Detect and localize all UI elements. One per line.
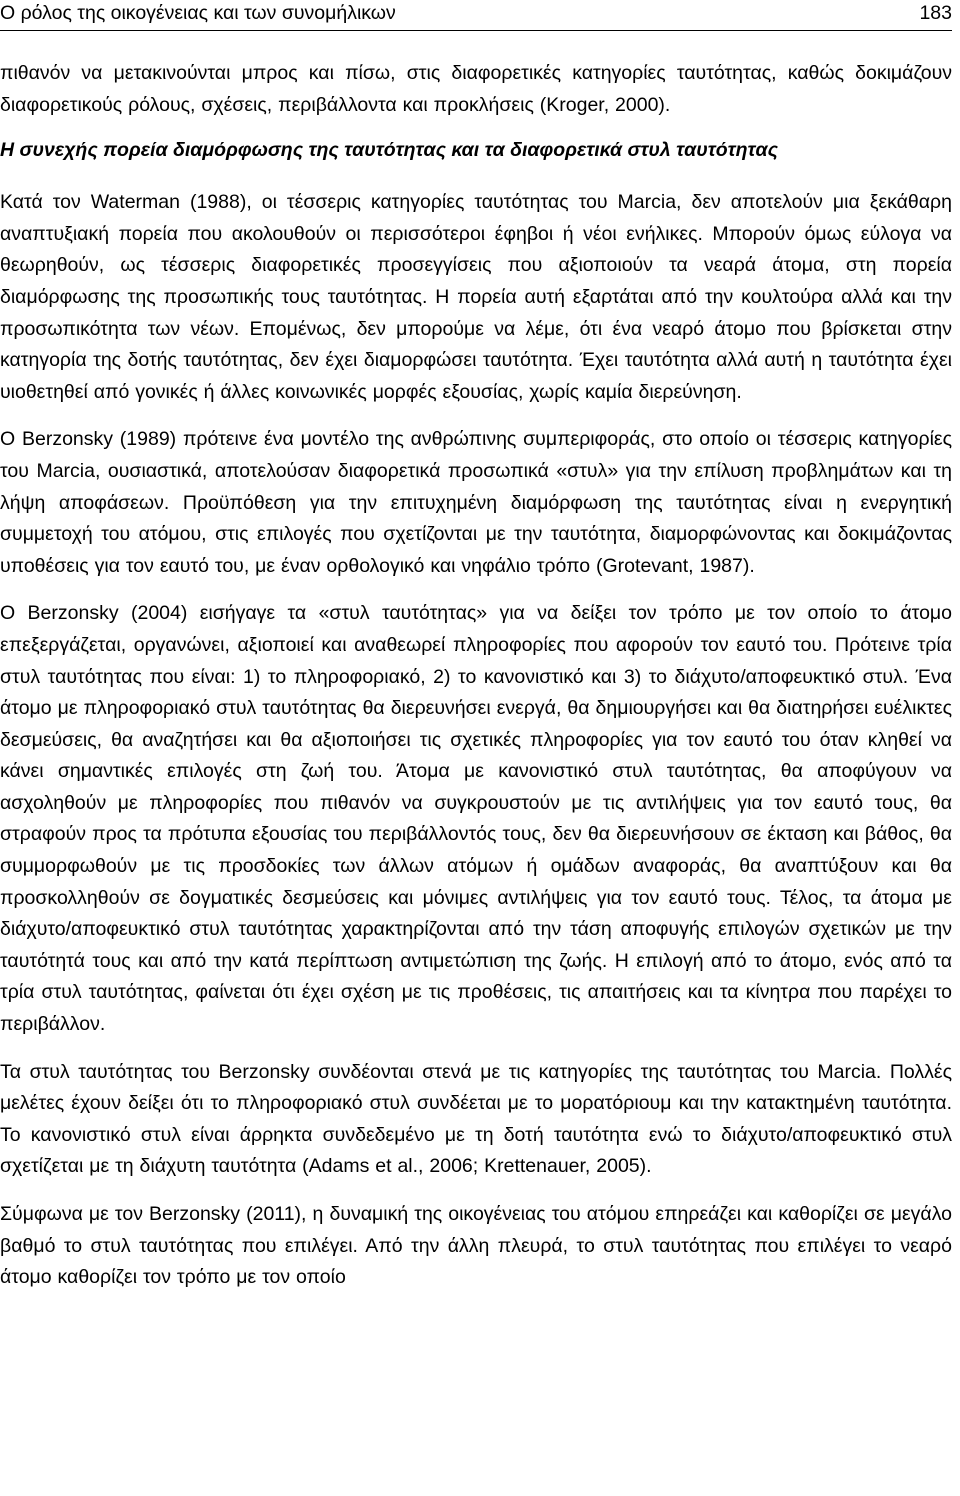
- paragraph-berzonsky-2004: Ο Berzonsky (2004) εισήγαγε τα «στυλ ταυτότητας» για να δείξει τον τρόπο με τον οποίο το άτομο επεξεργάζεται, οργανώνει, αξιοποιεί και αναθεωρεί πληροφορίες που αφορούν τον εαυτό του. Πρότεινε τρία στυλ ταυτότητας που είναι: 1) το πληροφοριακό, 2) το κανονιστικό και 3) το διάχυτο/αποφευκτικό στυλ. Ένα άτομο με πληροφοριακό στυλ ταυτότητας θα διερευνήσει ενεργά, θα δημιουργήσει και θα διατηρήσει ευέλικτες δεσμεύσεις, θα αναζητήσει και θα αξιοποιήσει τις σχετικές πληροφορίες για τον εαυτό του όταν κληθεί να κάνει σημαντικές επιλογές στη ζωή του. Άτομα με κανονιστικό στυλ ταυτότητας, θα αποφύγουν να ασχοληθούν με πληροφορίες που πιθανόν να συγκρουστούν με τις αντιλήψεις για τον εαυτό τους, θα στραφούν προς τα πρότυπα εξουσίας του περιβάλλοντός τους, δεν θα διερευνήσουν σε έκταση και βάθος, θα συμμορφωθούν με τις προσδοκίες των άλλων ατόμων ή ομάδων αναφοράς, θα αναπτύξουν και θα προσκολληθούν σε δογματικές δεσμεύσεις και μόνιμες αντιλήψεις για τον εαυτό τους. Τέλος, τα άτομα με διάχυτο/αποφευκτικό στυλ ταυτότητας χαρακτηρίζονται από την τάση αποφυγής επιλογών σχετικών με την ταυτότητά τους και από την κατά περίπτωση αντιμετώπιση της ζωής. Η επιλογή από το άτομο, ενός από τα τρία στυλ ταυτότητας, φαίνεται ότι έχει σχέση με τις προθέσεις, τις απαιτήσεις και τα κίνητρα που παρέχει το περιβάλλον.: [0, 602, 952, 1036]
- page-number: 183: [919, 2, 952, 24]
- paragraph-berzonsky-1989: Ο Berzonsky (1989) πρότεινε ένα μοντέλο της ανθρώπινης συμπεριφοράς, στο οποίο οι τέσσερις κατηγορίες του Marcia, ουσιαστικά, αποτελούσαν διαφορετικά προσωπικά «στυλ» για την επίλυση προβλημάτων και τη λήψη αποφάσεων. Προϋπόθεση για την επιτυχημένη διαμόρφωση της ταυτότητας είναι η ενεργητική συμμετοχή του ατόμου, στις επιλογές που σχετίζονται με την ταυτότητα, διαμορφώνοντας και δοκιμάζοντας υποθέσεις για τον εαυτό του, με έναν ορθολογικό και νηφάλιο τρόπο (Grotevant, 1987).: [0, 428, 952, 577]
- paragraph-berzonsky-2011: Σύμφωνα με τον Berzonsky (2011), η δυναμική της οικογένειας του ατόμου επηρεάζει και καθορίζει σε μεγάλο βαθμό το στυλ ταυτότητας που επιλέγει. Από την άλλη πλευρά, το στυλ ταυτότητας που επιλέγει το νεαρό άτομο καθορίζει τον τρόπο με τον οποίο: [0, 1203, 952, 1289]
- page-body: [0, 58, 952, 1310]
- paragraph-continued: πιθανόν να μετακινούνται μπρος και πίσω, στις διαφορετικές κατηγορίες ταυτότητας, καθώς δοκιμάζουν διαφορετικούς ρόλους, σχέσεις, περιβάλλοντα και προκλήσεις (Kroger, 2000).: [0, 62, 952, 116]
- chapter-title: Ο ρόλος της οικογένειας και των συνομήλικων: [0, 2, 396, 24]
- paragraph-styles-link: Τα στυλ ταυτότητας του Berzonsky συνδέονται στενά με τις κατηγορίες της ταυτότητας του Marcia. Πολλές μελέτες έχουν δείξει ότι το πληροφοριακό στυλ συνδέεται με το μορατόριουμ και την κατακτημένη ταυτότητα. Το κανονιστικό στυλ είναι άρρηκτα συνδεδεμένο με τη δοτή ταυτότητα ενώ το διάχυτο/αποφευκτικό στυλ σχετίζεται με τη διάχυτη ταυτότητα (Adams et al., 2006; Krettenauer, 2005).: [0, 1060, 952, 1178]
- paragraph-waterman: Κατά τον Waterman (1988), οι τέσσερις κατηγορίες ταυτότητας του Marcia, δεν αποτελούν μια ξεκάθαρη αναπτυξιακή πορεία που ακολουθούν οι περισσότεροι έφηβοι ή νέοι ενήλικες. Μπορούν όμως εύλογα να θεωρηθούν, ως τέσσερις διαφορετικές προσεγγίσεις που αξιοποιούν τα νεαρά άτομα, στη πορεία διαμόρφωσης της προσωπικής τους ταυτότητας. Η πορεία αυτή εξαρτάται από την κουλτούρα αλλά και την προσωπικότητα των νέων. Επομένως, δεν μπορούμε να λέμε, ότι ένα νεαρό άτομο που βρίσκεται στην κατηγορία της δοτής ταυτότητας, δεν έχει διαμορφώσει ταυτότητα. Έχει ταυτότητα αλλά αυτή η ταυτότητα έχει υιοθετηθεί από γονικές ή άλλες κοινωνικές μορφές εξουσίας, χωρίς καμία διερεύνηση.: [0, 191, 952, 403]
- running-header: [0, 0, 952, 31]
- section-heading: Η συνεχής πορεία διαμόρφωσης της ταυτότητας και τα διαφορετικά στυλ ταυτότητας: [0, 139, 778, 162]
